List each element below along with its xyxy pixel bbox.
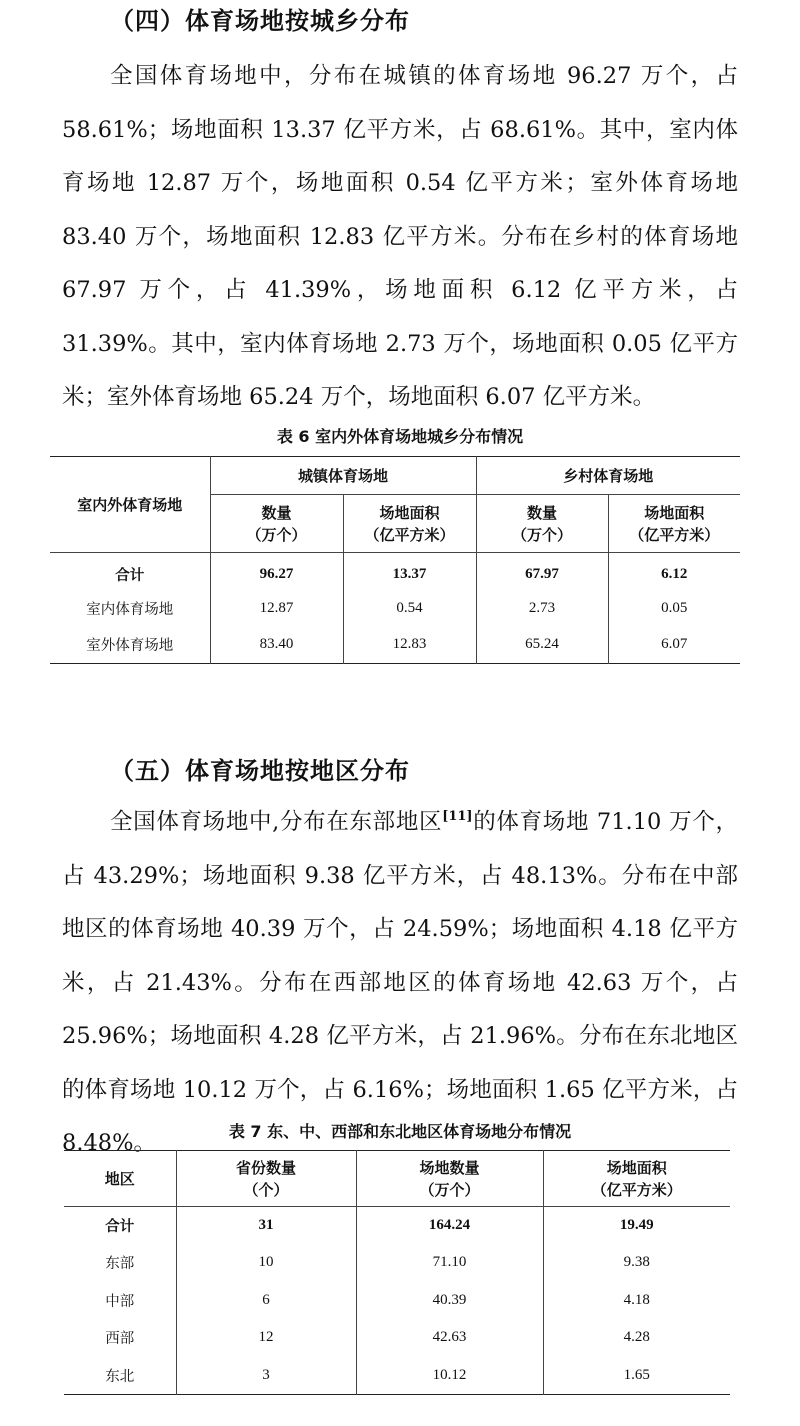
col-header-rural-count: 数量 （万个） <box>476 495 608 553</box>
col-header-rural-area: 场地面积 （亿平方米） <box>608 495 740 553</box>
table-row <box>50 553 740 590</box>
row-label: 西部 <box>105 1331 135 1348</box>
cell-value: 0.54 <box>343 590 476 627</box>
table-regional-distribution <box>64 1150 730 1395</box>
table-row <box>64 1357 730 1395</box>
cell-value: 83.40 <box>210 627 343 664</box>
col-header-urban-area: 场地面积 （亿平方米） <box>343 495 476 553</box>
cell-value: 96.27 <box>210 553 343 590</box>
table6-caption: 表 6 室内外体育场地城乡分布情况 <box>276 427 524 446</box>
col-header-provinces: 省份数量 （个） <box>176 1151 356 1207</box>
cell-value: 2.73 <box>476 590 608 627</box>
section-heading-regional: （五）体育场地按地区分布 <box>110 756 410 785</box>
row-label: 室内体育场地 <box>86 601 174 618</box>
cell-value: 0.05 <box>608 590 740 627</box>
cell-value: 6.12 <box>608 553 740 590</box>
group-header-urban: 城镇体育场地 <box>210 457 476 495</box>
cell-value: 67.97 <box>476 553 608 590</box>
row-header: 室内外体育场地 <box>50 457 210 553</box>
table-row <box>64 1319 730 1357</box>
cell-value: 4.28 <box>543 1319 730 1357</box>
cell-value: 9.38 <box>543 1244 730 1282</box>
col-header-urban-count: 数量 （万个） <box>210 495 343 553</box>
table7-caption: 表 7 东、中、西部和东北地区体育场地分布情况 <box>228 1122 572 1141</box>
table-urban-rural-distribution <box>50 456 740 664</box>
row-label: 东北 <box>105 1368 135 1385</box>
col-header-area: 场地面积 （亿平方米） <box>543 1151 730 1207</box>
cell-value: 12.83 <box>343 627 476 664</box>
cell-value: 10 <box>176 1244 356 1282</box>
row-label: 合计 <box>115 567 145 584</box>
cell-value: 1.65 <box>543 1357 730 1395</box>
row-label: 室外体育场地 <box>86 638 174 655</box>
row-label: 合计 <box>105 1219 135 1235</box>
cell-value: 12.87 <box>210 590 343 627</box>
cell-value: 31 <box>176 1207 356 1245</box>
table-row <box>50 590 740 627</box>
cell-value: 13.37 <box>343 553 476 590</box>
cell-value: 6 <box>176 1282 356 1320</box>
col-header-region: 地区 <box>104 1169 135 1188</box>
cell-value: 3 <box>176 1357 356 1395</box>
cell-value: 10.12 <box>356 1357 543 1395</box>
table-row <box>50 627 740 664</box>
col-header-count: 场地数量 （万个） <box>356 1151 543 1207</box>
cell-value: 4.18 <box>543 1282 730 1320</box>
paragraph-regional: 全国体育场地中,分布在东部地区[11]的体育场地 71.10 万个，占 43.29%；场地面积 9.38 亿平方米，占 48.13%。分布在中部地区的体育场地 40.39 万个，占 24.59%；场地面积 4.18 亿平方米，占 21.43%。分布在西部地区的体育场地 42.63 万个，占 25.96%；场地面积 4.28 亿平方米，占 21.96%。分布在东北地区的体育场地 10.12 万个，占 6.16%；场地面积 1.65 亿平方米，占 8.48%。 <box>62 809 738 1156</box>
group-header-rural: 乡村体育场地 <box>476 457 740 495</box>
cell-value: 164.24 <box>356 1207 543 1245</box>
cell-value: 40.39 <box>356 1282 543 1320</box>
cell-value: 65.24 <box>476 627 608 664</box>
table-row <box>64 1282 730 1320</box>
row-label: 中部 <box>105 1293 135 1310</box>
cell-value: 6.07 <box>608 627 740 664</box>
table-row <box>64 1244 730 1282</box>
cell-value: 12 <box>176 1319 356 1357</box>
cell-value: 71.10 <box>356 1244 543 1282</box>
paragraph-urban-rural: 全国体育场地中，分布在城镇的体育场地 96.27 万个，占 58.61%；场地面积 13.37 亿平方米，占 68.61%。其中，室内体育场地 12.87 万个，场地面积 0.54 亿平方米；室外体育场地 83.40 万个，场地面积 12.83 亿平方米。分布在乡村的体育场地 67.97 万个，占 41.39%，场地面积 6.12 亿平方米，占 31.39%。其中，室内体育场地 2.73 万个，场地面积 0.05 亿平方米；室外体育场地 65.24 万个，场地面积 6.07 亿平方米。 <box>62 63 738 410</box>
table-row <box>64 1207 730 1245</box>
cell-value: 42.63 <box>356 1319 543 1357</box>
cell-value: 19.49 <box>543 1207 730 1245</box>
row-label: 东部 <box>105 1256 135 1273</box>
section-heading-urban-rural: （四）体育场地按城乡分布 <box>110 6 410 35</box>
footnote-marker: [11] <box>442 809 473 824</box>
